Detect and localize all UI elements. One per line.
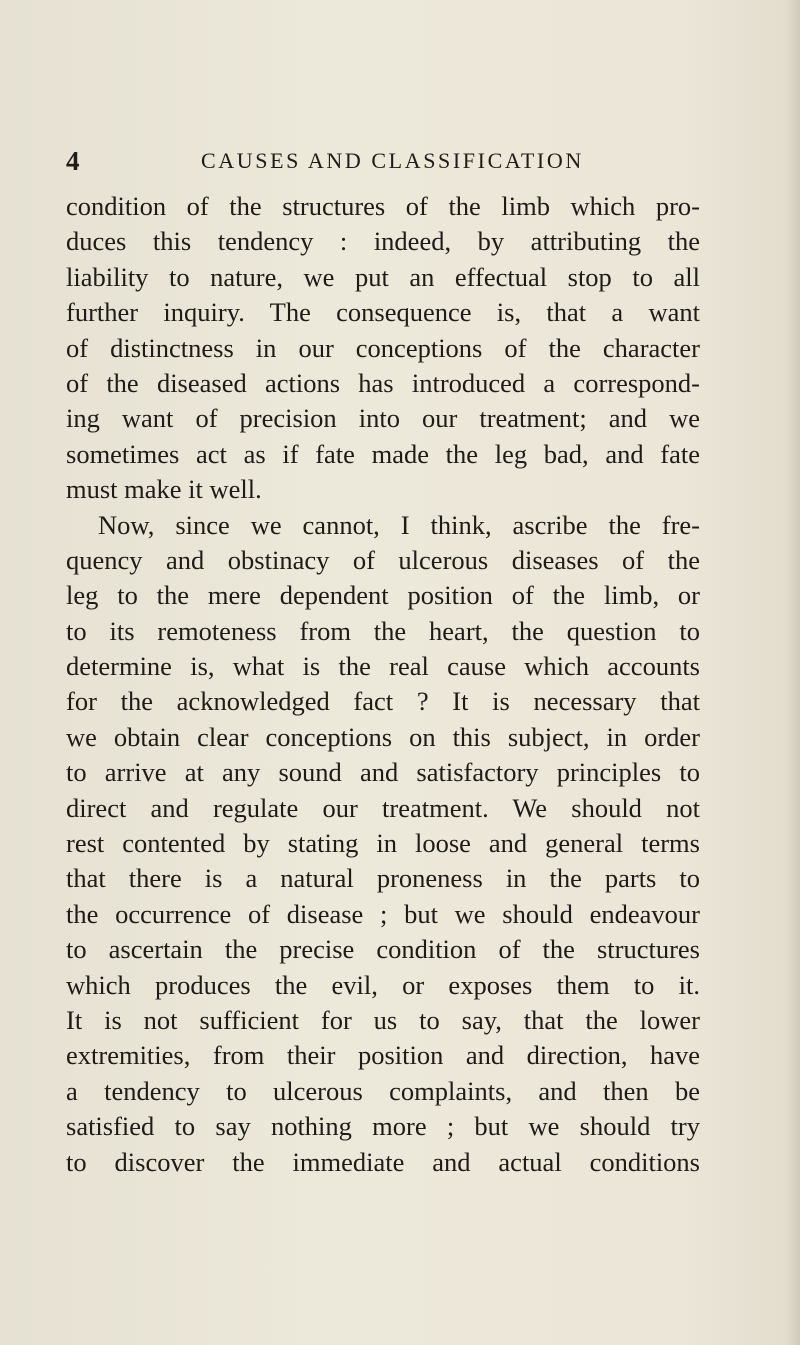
text-line: to discover the immediate and actual conditions [66, 1146, 700, 1177]
text-line: sometimes act as if fate made the leg bad, and fate [66, 438, 700, 469]
text-line: quency and obstinacy of ulcerous diseases of the [66, 544, 700, 575]
text-line: rest contented by stating in loose and general terms [66, 828, 700, 859]
text-line: direct and regulate our treatment. We should not [66, 792, 700, 823]
text-line: of distinctness in our conceptions of the character [66, 332, 700, 363]
running-head: CAUSES AND CLASSIFICATION [201, 148, 584, 173]
text-line: for the acknowledged fact ? It is necessary that [66, 686, 700, 717]
text-line: satisfied to say nothing more ; but we should try [66, 1111, 700, 1142]
page-number: 4 [66, 146, 80, 176]
text-line: determine is, what is the real cause which accounts [66, 651, 700, 682]
text-line: It is not sufficient for us to say, that the lower [66, 1004, 700, 1035]
text-line: that there is a natural proneness in the parts to [66, 863, 700, 894]
text-line: the occurrence of disease ; but we should endeavour [66, 898, 700, 929]
text-line: duces this tendency : indeed, by attributing the [66, 226, 700, 257]
text-line: leg to the mere dependent position of the limb, or [66, 580, 700, 611]
text-line: extremities, from their position and direction, have [66, 1040, 700, 1071]
text-line: ing want of precision into our treatment; and we [66, 403, 700, 434]
text-line: further inquiry. The consequence is, that a want [66, 297, 700, 328]
text-line: to arrive at any sound and satisfactory principles to [66, 757, 700, 788]
text-line: condition of the structures of the limb which pro- [66, 191, 700, 221]
body-text [66, 189, 700, 1180]
text-line: to its remoteness from the heart, the question to [66, 615, 700, 646]
text-line: to ascertain the precise condition of the structures [66, 934, 700, 965]
page-edge-shadow [786, 0, 800, 1345]
text-line: liability to nature, we put an effectual stop to all [66, 261, 700, 292]
text-line: of the diseased actions has introduced a correspond- [66, 367, 700, 398]
page-header [66, 143, 706, 179]
text-line: which produces the evil, or exposes them to it. [66, 969, 700, 1000]
text-line: Now, since we cannot, I think, ascribe the fre- [98, 509, 700, 540]
text-line: we obtain clear conceptions on this subject, in order [66, 721, 700, 752]
text-line: must make it well. [66, 474, 262, 505]
text-line: a tendency to ulcerous complaints, and then be [66, 1075, 700, 1106]
